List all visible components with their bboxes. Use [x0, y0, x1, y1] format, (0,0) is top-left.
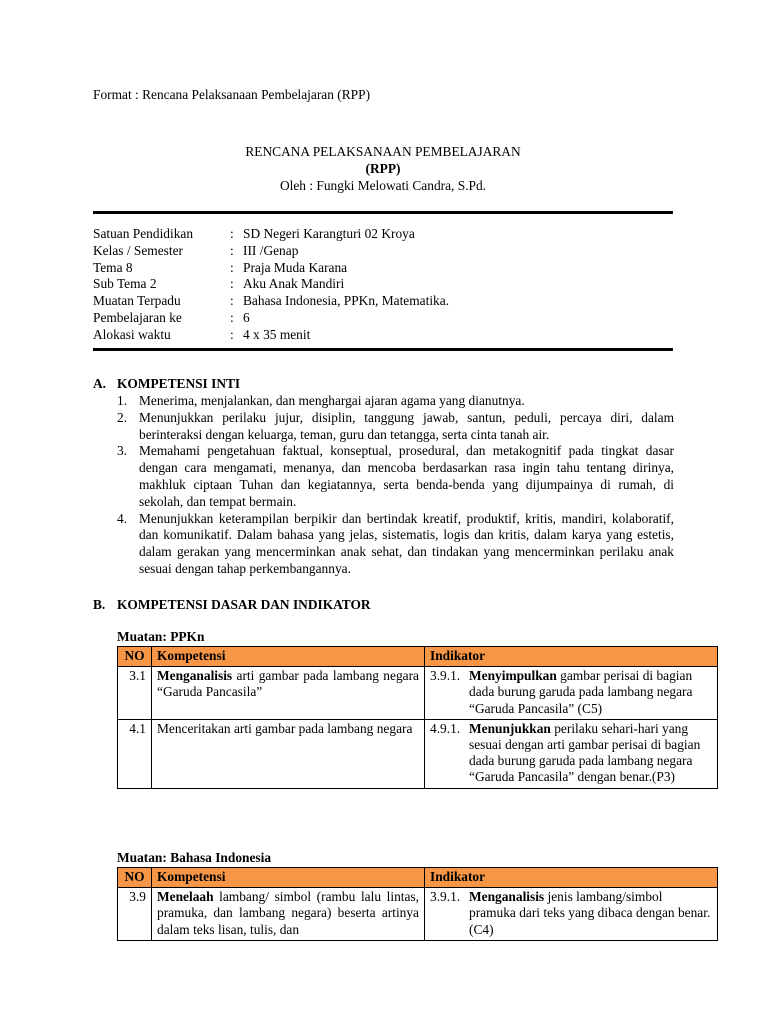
- header-no: NO: [118, 647, 152, 667]
- identity-colon: :: [230, 326, 234, 342]
- identity-row: [93, 310, 449, 327]
- cell-no: 4.1: [118, 719, 152, 788]
- bahasa-table: [117, 867, 718, 941]
- kompetensi-text: Menceritakan arti gambar pada lambang negara: [157, 720, 413, 736]
- identity-value: Praja Muda Karana: [243, 259, 348, 275]
- identity-colon: :: [230, 276, 234, 292]
- cell-kompetensi: [152, 719, 425, 788]
- table-row: [118, 888, 718, 941]
- header-indikator: Indikator: [425, 647, 718, 667]
- format-line: Format : Rencana Pelaksanaan Pembelajaran (RPP): [93, 87, 371, 102]
- identity-colon: :: [230, 226, 234, 241]
- identity-row: [93, 276, 449, 293]
- indikator-verb: Menunjukkan: [469, 720, 551, 736]
- indikator-text: perilaku sehari-hari yang sesuai dengan arti gambar perisai di bagian dada burung garuda pada lambang negara “Garuda Pancasila” dengan benar.(P3): [469, 720, 701, 785]
- identity-label: Tema 8: [93, 259, 133, 275]
- indikator-text: jenis lambang/simbol pramuka dari teks yang dibaca dengan benar.(C4): [469, 889, 711, 937]
- indikator-code: 3.9.1.: [430, 889, 461, 905]
- header-kompetensi: Kompetensi: [152, 647, 425, 667]
- kompetensi-verb: Menganalisis: [157, 668, 233, 684]
- list-number: 1.: [117, 393, 128, 408]
- identity-value: 6: [243, 309, 250, 325]
- list-text: Menunjukkan perilaku jujur, disiplin, tanggung jawab, santun, peduli, percaya diri, dalam berinteraksi dengan keluarga, teman, guru dan tetangga, serta cinta tanah air.: [139, 409, 674, 442]
- identity-label: Muatan Terpadu: [93, 293, 181, 309]
- document-title: RENCANA PELAKSANAAN PEMBELAJARAN: [245, 144, 521, 159]
- list-text: Menunjukkan keterampilan berpikir dan bertindak kreatif, produktif, kritis, mandiri, kolaboratif, dan komunikatif. Dalam bahasa yang jelas, sistematis, logis dan kritis, dalam karya yang estetis, dalam gerakan yang mencerminkan anak sehat, dan tindakan yang mencerminkan perilaku anak sesuai dengan tahap perkembangannya.: [139, 510, 674, 576]
- header-indikator: Indikator: [425, 868, 718, 888]
- muatan-bahasa-label: Muatan: Bahasa Indonesia: [117, 850, 272, 865]
- cell-no: 3.1: [118, 667, 152, 720]
- list-text: Memahami pengetahuan faktual, konseptual, prosedural, dan metakognitif pada tingkat dasar dengan cara mengamati, menanya, dan mencoba berdasarkan rasa ingin tahu tentang dirinya, makhluk ciptaan Tuhan dan kegiatannya, serta benda-benda yang dijumpainya di rumah, di sekolah, dan tempat bermain.: [139, 443, 674, 509]
- indikator-verb: Menganalisis: [469, 889, 545, 905]
- muatan-ppkn-label: Muatan: PPKn: [117, 629, 205, 644]
- section-letter: A.: [93, 376, 107, 391]
- indikator-code: 3.9.1.: [430, 668, 461, 684]
- identity-colon: :: [230, 309, 234, 325]
- list-item: [117, 410, 674, 444]
- indikator-verb: Menyimpulkan: [469, 668, 557, 684]
- table-row: [118, 719, 718, 788]
- kompetensi-text: arti gambar pada lambang negara “Garuda Pancasila”: [157, 668, 419, 700]
- header-kompetensi: Kompetensi: [152, 868, 425, 888]
- header-no: NO: [118, 868, 152, 888]
- document-subtitle: (RPP): [365, 161, 401, 176]
- identity-label: Pembelajaran ke: [93, 309, 182, 325]
- cell-indikator: [425, 719, 718, 788]
- cell-indikator: [425, 888, 718, 941]
- section-letter: B.: [93, 597, 106, 612]
- identity-colon: :: [230, 242, 234, 258]
- document-author: Oleh : Fungki Melowati Candra, S.Pd.: [279, 178, 487, 193]
- cell-no: 3.9: [118, 888, 152, 941]
- identity-colon: :: [230, 293, 234, 309]
- identity-value: Aku Anak Mandiri: [243, 276, 345, 292]
- identity-table: [93, 226, 449, 344]
- section-a-heading: [93, 376, 240, 393]
- list-text: Menerima, menjalankan, dan menghargai ajaran agama yang dianutnya.: [139, 393, 525, 408]
- table-header-row: [118, 868, 718, 888]
- identity-value: III /Genap: [243, 242, 299, 258]
- list-item: [117, 393, 674, 410]
- identity-label: Satuan Pendidikan: [93, 226, 194, 241]
- identity-value: 4 x 35 menit: [243, 326, 311, 342]
- list-item: [117, 443, 674, 510]
- indikator-code: 4.9.1.: [430, 720, 461, 736]
- cell-indikator: [425, 667, 718, 720]
- indikator-text: gambar perisai di bagian dada burung garuda pada lambang negara “Garuda Pancasila” (C5): [469, 668, 693, 716]
- cell-kompetensi: [152, 888, 425, 941]
- identity-row: [93, 260, 449, 277]
- bottom-divider: [93, 348, 673, 351]
- list-number: 3.: [117, 443, 128, 459]
- table-row: [118, 667, 718, 720]
- section-b-heading: [93, 597, 371, 614]
- identity-label: Sub Tema 2: [93, 276, 157, 292]
- list-number: 4.: [117, 510, 128, 526]
- identity-row: [93, 226, 449, 243]
- list-item: [117, 511, 674, 578]
- identity-value: Bahasa Indonesia, PPKn, Matematika.: [243, 293, 450, 309]
- kompetensi-text: lambang/ simbol (rambu lalu lintas, pramuka, dan lambang negara) beserta artinya dalam teks lisan, tulis, dan: [157, 889, 419, 937]
- identity-value: SD Negeri Karangturi 02 Kroya: [243, 226, 415, 241]
- identity-label: Kelas / Semester: [93, 242, 183, 258]
- kompetensi-inti-list: [117, 393, 674, 578]
- list-number: 2.: [117, 409, 128, 425]
- identity-row: [93, 327, 449, 344]
- title-block: [93, 143, 673, 194]
- table-header-row: [118, 647, 718, 667]
- identity-colon: :: [230, 259, 234, 275]
- top-divider: [93, 211, 673, 214]
- section-title: KOMPETENSI INTI: [117, 376, 241, 391]
- ppkn-table: [117, 646, 718, 789]
- identity-row: [93, 293, 449, 310]
- kompetensi-verb: Menelaah: [157, 889, 214, 905]
- identity-row: [93, 243, 449, 260]
- cell-kompetensi: [152, 667, 425, 720]
- section-title: KOMPETENSI DASAR DAN INDIKATOR: [117, 597, 371, 612]
- identity-label: Alokasi waktu: [93, 326, 171, 342]
